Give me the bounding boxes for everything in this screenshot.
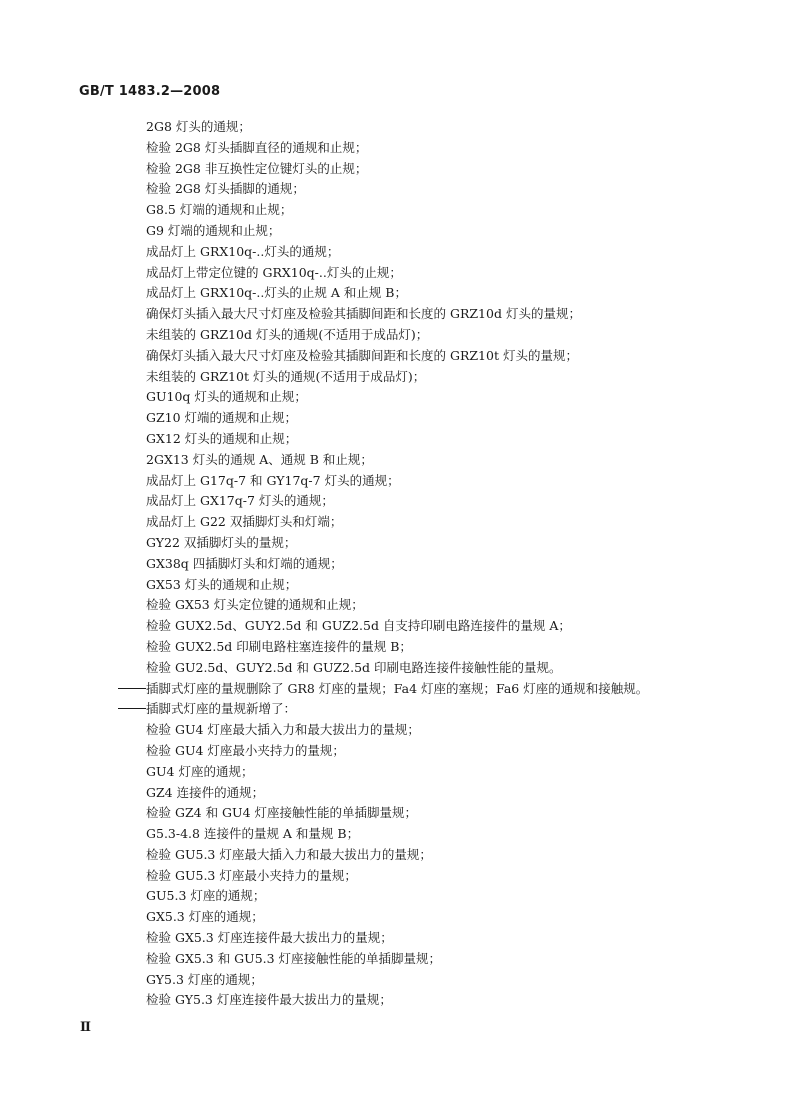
list-item: GY22 双插脚灯头的量规； [146, 534, 297, 550]
list-item: GX5.3 灯座的通规； [146, 909, 264, 925]
list-item: 检验 2G8 灯头插脚的通规； [146, 181, 305, 197]
list-item: 检验 GU5.3 灯座最大插入力和最大拔出力的量规； [146, 846, 432, 862]
dash-list-item [0, 679, 792, 700]
list-item: 成品灯上 GX17q-7 灯头的通规； [146, 493, 334, 509]
list-item: 成品灯上带定位键的 GRX10q-..灯头的止规； [146, 264, 402, 280]
list-item: 检验 2G8 非互换性定位键灯头的止规； [146, 160, 368, 176]
dash-list-item [0, 699, 792, 720]
list-item: 检验 GU2.5d、GUY2.5d 和 GUZ2.5d 印刷电路连接件接触性能的量规。 [146, 659, 562, 675]
list-item: GY5.3 灯座的通规； [146, 971, 263, 987]
list-item: GU5.3 灯座的通规； [146, 888, 266, 904]
em-dash-mark [118, 708, 146, 709]
list-item: 未组装的 GRZ10d 灯头的通规(不适用于成品灯)； [146, 326, 429, 342]
list-item: 2G8 灯头的通规； [146, 119, 251, 134]
dash-item-text: 插脚式灯座的量规新增了： [146, 701, 297, 717]
list-item: 检验 GY5.3 灯座连接件最大拔出力的量规； [146, 992, 392, 1008]
list-item: 检验 GUX2.5d、GUY2.5d 和 GUZ2.5d 自支持印刷电路连接件的量规 A； [146, 618, 571, 634]
em-dash-mark [118, 688, 146, 689]
list-item: 检验 GX5.3 灯座连接件最大拔出力的量规； [146, 930, 393, 946]
list-item: 检验 GUX2.5d 印刷电路柱塞连接件的量规 B； [146, 638, 412, 654]
list-item: G5.3-4.8 连接件的量规 A 和量规 B； [146, 826, 360, 842]
list-item: GU4 灯座的通规； [146, 763, 254, 779]
list-item: 确保灯头插入最大尺寸灯座及检验其插脚间距和长度的 GRZ10d 灯头的量规； [146, 306, 581, 322]
list-item: GZ4 连接件的通规； [146, 784, 265, 800]
standard-code-header: GB/T 1483.2—2008 [79, 84, 221, 99]
page-number: Ⅱ [80, 1020, 91, 1035]
list-item: GX38q 四插脚灯头和灯端的通规； [146, 555, 343, 571]
list-item: 检验 GX5.3 和 GU5.3 灯座接触性能的单插脚量规； [146, 950, 442, 966]
list-item: 2GX13 灯头的通规 A、通规 B 和止规； [146, 451, 373, 467]
list-item: 检验 GU4 灯座最大插入力和最大拔出力的量规； [146, 722, 420, 738]
list-item: 未组装的 GRZ10t 灯头的通规(不适用于成品灯)； [146, 368, 426, 384]
list-item: 检验 GZ4 和 GU4 灯座接触性能的单插脚量规； [146, 805, 417, 821]
list-item: 成品灯上 G17q-7 和 GY17q-7 灯头的通规； [146, 472, 400, 488]
list-item: 成品灯上 G22 双插脚灯头和灯端； [146, 514, 343, 530]
list-item: GZ10 灯端的通规和止规； [146, 410, 298, 426]
list-item: 确保灯头插入最大尺寸灯座及检验其插脚间距和长度的 GRZ10t 灯头的量规； [146, 347, 578, 363]
list-item: GX53 灯头的通规和止规； [146, 576, 298, 592]
list-item: 检验 GX53 灯头定位键的通规和止规； [146, 597, 364, 613]
list-item: 检验 2G8 灯头插脚直径的通规和止规； [146, 139, 368, 155]
list-item: G8.5 灯端的通规和止规； [146, 202, 293, 218]
list-item: G9 灯端的通规和止规； [146, 222, 281, 238]
list-item: 成品灯上 GRX10q-..灯头的止规 A 和止规 B； [146, 285, 407, 301]
dash-item-text: 插脚式灯座的量规删除了 GR8 灯座的量规；Fa4 灯座的塞规；Fa6 灯座的通规和接触规。 [146, 680, 649, 696]
list-item: 成品灯上 GRX10q-..灯头的通规； [146, 243, 340, 259]
document-body [0, 117, 792, 1011]
list-item: 检验 GU4 灯座最小夹持力的量规； [146, 742, 345, 758]
list-item: GU10q 灯头的通规和止规； [146, 389, 307, 405]
list-item: GX12 灯头的通规和止规； [146, 430, 298, 446]
list-item: 检验 GU5.3 灯座最小夹持力的量规； [146, 867, 357, 883]
